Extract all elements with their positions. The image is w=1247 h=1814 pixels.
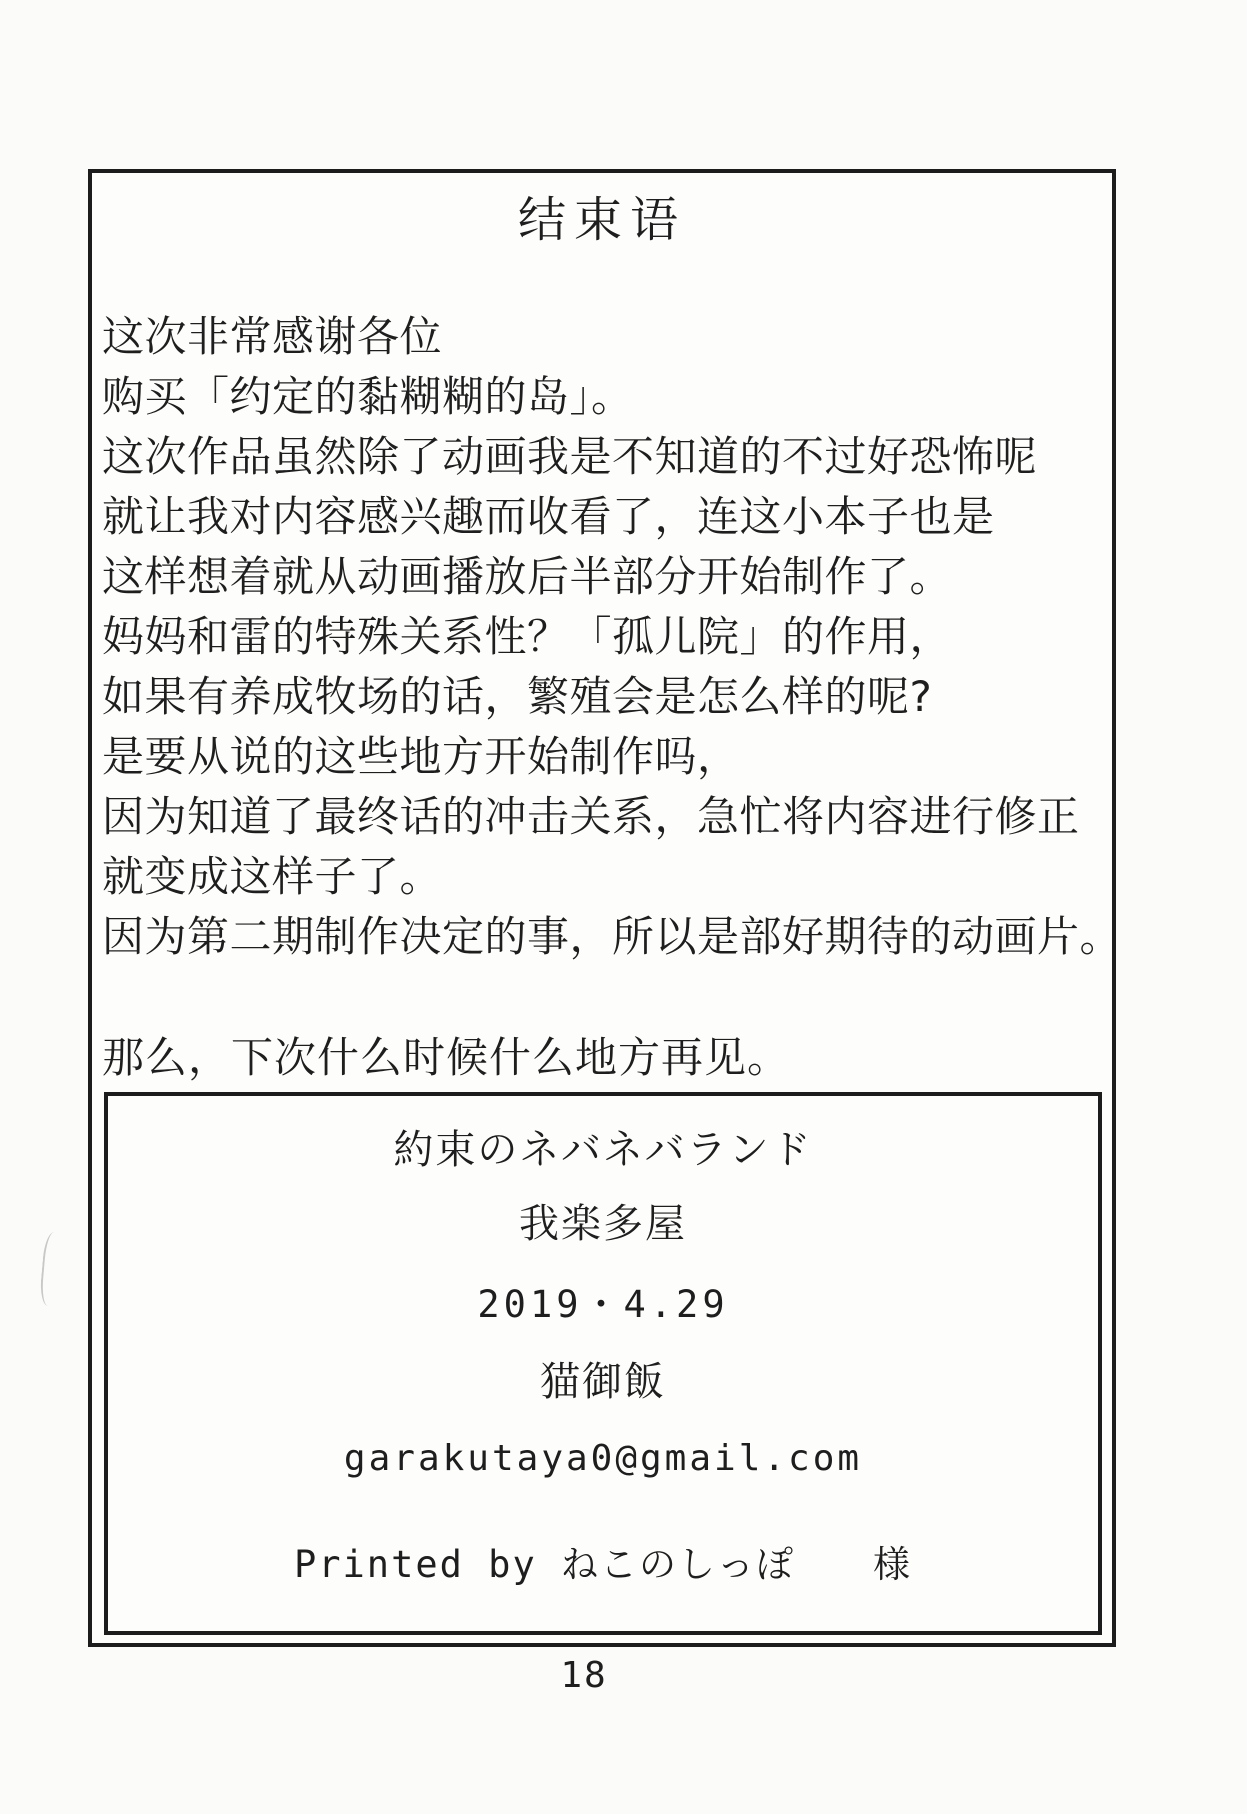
body-line: 因为第二期制作决定的事，所以是部好期待的动画片。	[102, 912, 1123, 961]
body-line: 就变成这样子了。	[102, 852, 443, 901]
body-line: 就让我对内容感兴趣而收看了，连这小本子也是	[102, 492, 995, 541]
page-number: 18	[560, 1655, 608, 1696]
body-line: 妈妈和雷的特殊关系性？「孤儿院」的作用，	[102, 612, 953, 661]
colophon-printer-credit: Printed by ねこのしっぽ 様	[293, 1543, 913, 1586]
body-line: 因为知道了最终话的冲击关系，急忙将内容进行修正	[102, 792, 1080, 841]
colophon-circle-name: 我楽多屋	[519, 1201, 687, 1247]
body-line: 这次作品虽然除了动画我是不知道的不过好恐怖呢	[102, 432, 1038, 481]
colophon-date: 2019・4.29	[477, 1283, 729, 1326]
body-line: 如果有养成牧场的话，繁殖会是怎么样的呢?	[102, 672, 933, 721]
body-line: 这样想着就从动画播放后半部分开始制作了。	[102, 552, 953, 601]
body-line: 是要从说的这些地方开始制作吗，	[102, 732, 740, 781]
scan-artifact-mark	[39, 1231, 63, 1306]
colophon-work-title: 約束のネバネバランド	[393, 1127, 813, 1173]
closing-line: 那么，下次什么时候什么地方再见。	[102, 1033, 791, 1082]
page-title: 结束语	[517, 192, 686, 248]
body-line: 购买「约定的黏糊糊的岛」。	[102, 372, 634, 421]
colophon-author: 猫御飯	[540, 1359, 666, 1405]
colophon-email: garakutaya0@gmail.com	[343, 1438, 863, 1479]
body-line: 这次非常感谢各位	[102, 312, 443, 361]
afterword-body	[102, 307, 1123, 967]
colophon-box	[104, 1092, 1102, 1635]
